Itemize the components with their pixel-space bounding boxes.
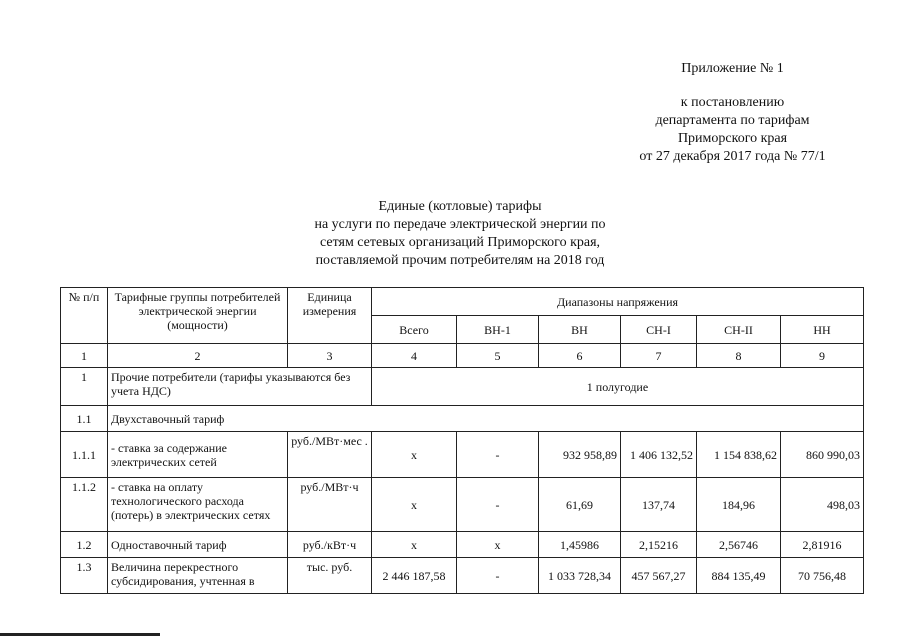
header-unit: Единица измерения [288, 288, 372, 344]
row-unit: руб./кВт·ч [288, 532, 372, 558]
row-value: 137,74 [621, 478, 697, 532]
row-label: - ставка на оплату технологического расхода (потерь) в электрических сетях [108, 478, 288, 532]
tariff-table [60, 287, 864, 594]
scan-edge-line [0, 633, 160, 636]
appendix-block [560, 60, 905, 166]
row-value: х [372, 432, 457, 478]
row-unit: руб./МВт·мес . [288, 432, 372, 478]
header-sn1: СН-I [621, 316, 697, 344]
row-num: 1.1.1 [61, 432, 108, 478]
row-value: х [372, 478, 457, 532]
section-row-1 [61, 368, 864, 406]
row-num: 1.3 [61, 558, 108, 594]
row-value: 498,03 [781, 478, 864, 532]
section-label: Прочие потребители (тарифы указываются без учета НДС) [108, 368, 372, 406]
row-label: - ставка за содержание электрических сетей [108, 432, 288, 478]
row-value: 457 567,27 [621, 558, 697, 594]
appendix-line: от 27 декабря 2017 года № 77/1 [639, 149, 826, 164]
index-cell: 5 [457, 344, 539, 368]
row-value: 884 135,49 [697, 558, 781, 594]
section-period: 1 полугодие [372, 368, 864, 406]
header-ranges: Диапазоны напряжения [372, 288, 864, 316]
title-line: Единые (котловые) тарифы [378, 199, 542, 214]
row-value: 2,15216 [621, 532, 697, 558]
table-row [61, 478, 864, 532]
title-line: сетям сетевых организаций Приморского края, [319, 235, 601, 250]
header-vn1: ВН-1 [457, 316, 539, 344]
table-row [61, 532, 864, 558]
appendix-line: Приморского края [677, 131, 788, 146]
row-value: 70 756,48 [781, 558, 864, 594]
index-cell: 3 [288, 344, 372, 368]
row-value: 1 154 838,62 [697, 432, 781, 478]
row-label: Одноставочный тариф [108, 532, 288, 558]
row-value: 61,69 [539, 478, 621, 532]
title-line: на услуги по передаче электрической энергии по [314, 217, 606, 232]
row-value: - [457, 432, 539, 478]
index-row [61, 344, 864, 368]
index-cell: 1 [61, 344, 108, 368]
header-nn: НН [781, 316, 864, 344]
section-num: 1 [61, 368, 108, 406]
header-vn: ВН [539, 316, 621, 344]
row-value: 1 406 132,52 [621, 432, 697, 478]
section-row-1-1 [61, 406, 864, 432]
row-unit: руб./МВт·ч [288, 478, 372, 532]
section-label: Двухставочный тариф [108, 406, 864, 432]
index-cell: 8 [697, 344, 781, 368]
row-value: 2 446 187,58 [372, 558, 457, 594]
appendix-line: департамента по тарифам [655, 113, 810, 128]
appendix-number: Приложение № 1 [681, 61, 784, 76]
row-value: х [372, 532, 457, 558]
title-line: поставляемой прочим потребителям на 2018 год [315, 253, 605, 268]
table-row [61, 558, 864, 594]
header-row [61, 288, 864, 316]
header-sn2: СН-II [697, 316, 781, 344]
row-label: Величина перекрестного субсидирования, учтенная в [108, 558, 288, 594]
table-row [61, 432, 864, 478]
row-value: 184,96 [697, 478, 781, 532]
row-unit: тыс. руб. [288, 558, 372, 594]
index-cell: 9 [781, 344, 864, 368]
index-cell: 2 [108, 344, 288, 368]
row-value: 2,56746 [697, 532, 781, 558]
section-num: 1.1 [61, 406, 108, 432]
row-value: 2,81916 [781, 532, 864, 558]
row-value: 1 033 728,34 [539, 558, 621, 594]
row-num: 1.2 [61, 532, 108, 558]
index-cell: 6 [539, 344, 621, 368]
header-group: Тарифные группы потребителей электрической энергии (мощности) [108, 288, 288, 344]
row-value: - [457, 558, 539, 594]
row-value: - [457, 478, 539, 532]
header-num: № п/п [61, 288, 108, 344]
appendix-line: к постановлению [680, 95, 785, 110]
row-value: 932 958,89 [539, 432, 621, 478]
index-cell: 4 [372, 344, 457, 368]
index-cell: 7 [621, 344, 697, 368]
document-title [250, 198, 670, 270]
row-value: 860 990,03 [781, 432, 864, 478]
header-total: Всего [372, 316, 457, 344]
row-value: х [457, 532, 539, 558]
row-num: 1.1.2 [61, 478, 108, 532]
row-value: 1,45986 [539, 532, 621, 558]
